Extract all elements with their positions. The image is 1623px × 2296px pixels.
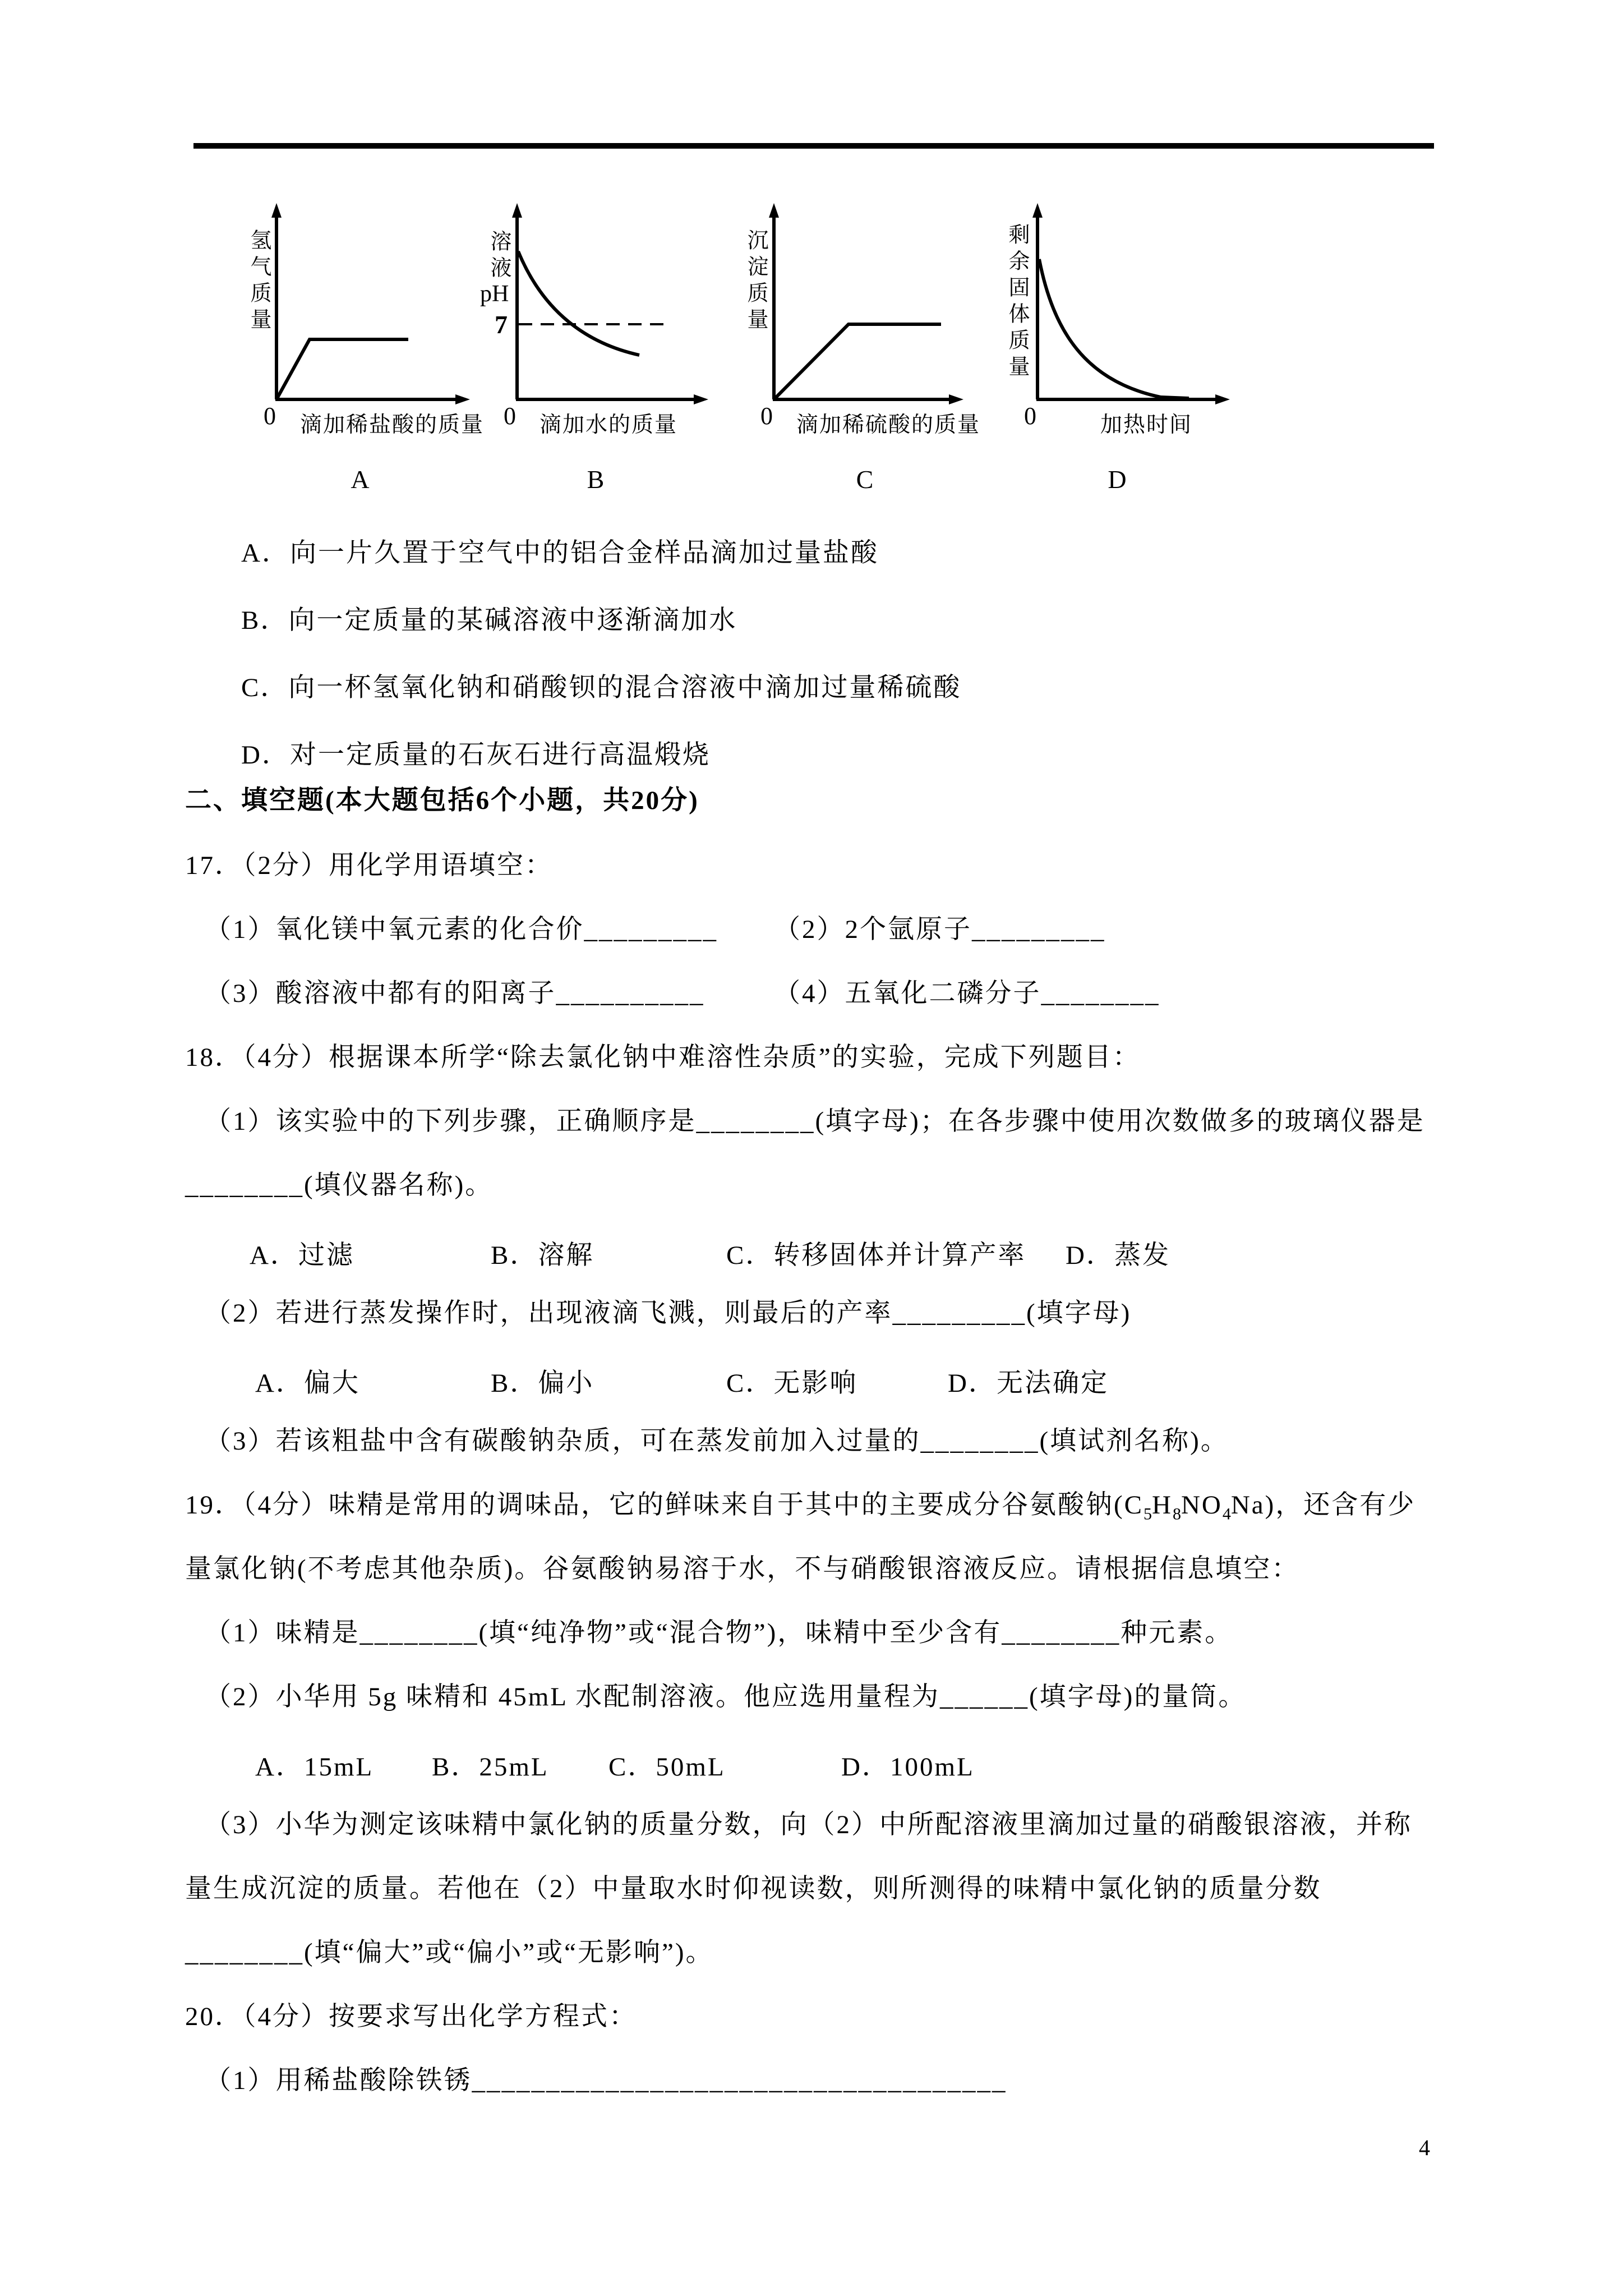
q19-item2: （2）小华用 5g 味精和 45mL 水配制溶液。他应选用量程为______(填字母)的量筒。: [205, 1682, 1247, 1711]
graph-a: [224, 196, 485, 466]
q19-formula-sub-5: 5: [1144, 1504, 1152, 1524]
q18-step-b: B．溶解: [491, 1241, 594, 1270]
graph-d-ylabel: 剩余固体质量: [1005, 223, 1029, 381]
q20-stem: 20．（4分）按要求写出化学方程式：: [185, 2002, 637, 2031]
q16-option-d: D．对一定质量的石灰石进行高温煅烧: [241, 740, 711, 770]
graph-b-letter: B: [587, 465, 605, 494]
graph-c: [718, 196, 981, 466]
graph-b-origin-zero: 0: [504, 402, 516, 430]
q18-item1-line2: ________(填仪器名称)。: [185, 1171, 494, 1200]
q18-step-c: C．转移固体并计算产率: [726, 1241, 1026, 1270]
page-number: 4: [1419, 2135, 1430, 2160]
graph-b-ylabel-ph: pH: [480, 281, 509, 307]
q19-item3-line2: 量生成沉淀的质量。若他在（2）中量取水时仰视读数，则所测得的味精中氯化钠的质量分数: [185, 1874, 1322, 1903]
graph-d-curve: [1039, 259, 1189, 398]
q17-item-3: （3）酸溶液中都有的阳离子__________: [205, 979, 705, 1008]
q17-item-4: （4）五氧化二磷分子________: [774, 979, 1160, 1008]
graph-a-origin-zero: 0: [264, 402, 276, 430]
q19-item1: （1）味精是________(填“纯净物”或“混合物”)，味精中至少含有________种元素。: [205, 1618, 1233, 1648]
graph-b: [465, 196, 723, 466]
q19-formula-sub-8: 8: [1172, 1504, 1181, 1524]
q17-item-1: （1）氧化镁中氧元素的化合价_________: [205, 915, 718, 944]
q18-step-a: A．过滤: [250, 1241, 354, 1270]
q19-formula-no: NO: [1181, 1490, 1223, 1520]
q16-option-a: A．向一片久置于空气中的铝合金样品滴加过量盐酸: [241, 539, 879, 568]
graph-c-curve: [774, 324, 941, 399]
q19-formula-na: Na)，还含有少: [1230, 1490, 1416, 1520]
q19-stem-line2: 量氯化钠(不考虑其他杂质)。谷氨酸钠易溶于水，不与硝酸银溶液反应。请根据信息填空：: [185, 1554, 1300, 1584]
q16-option-b: B．向一定质量的某碱溶液中逐渐滴加水: [241, 606, 737, 635]
q16-option-c: C．向一杯氢氧化钠和硝酸钡的混合溶液中滴加过量稀硫酸: [241, 673, 962, 702]
q19-stem-line1: [185, 1490, 1415, 1524]
q19-item2-option-a: A．15mL: [255, 1752, 374, 1782]
q18-item2-option-c: C．无影响: [726, 1369, 858, 1398]
graph-c-letter: C: [856, 465, 874, 494]
q19-stem-text: 19．（4分）味精是常用的调味品，它的鲜味来自于其中的主要成分谷氨酸钠(C: [185, 1490, 1144, 1520]
q18-stem: 18．（4分）根据课本所学“除去氯化钠中难溶性杂质”的实验，完成下列题目：: [185, 1043, 1141, 1072]
q19-item3-line3: ________(填“偏大”或“偏小”或“无影响”)。: [185, 1938, 714, 1967]
graph-a-ylabel: 氢气质量: [247, 229, 270, 334]
graph-a-letter: A: [351, 465, 370, 494]
q19-formula-sub-4: 4: [1222, 1504, 1231, 1524]
q19-item3-line1: （3）小华为测定该味精中氯化钠的质量分数，向（2）中所配溶液里滴加过量的硝酸银溶液，并称: [205, 1810, 1412, 1839]
q19-item2-option-c: C．50mL: [608, 1752, 726, 1782]
q17-item-2: （2）2个氩原子_________: [774, 915, 1106, 944]
q18-item2-option-d: D．无法确定: [948, 1369, 1109, 1398]
header-rule: [193, 143, 1434, 149]
graph-d-xlabel: 加热时间: [1100, 413, 1193, 437]
q19-formula-h: H: [1152, 1490, 1173, 1520]
q18-item3: （3）若该粗盐中含有碳酸钠杂质，可在蒸发前加入过量的________(填试剂名称)。: [205, 1427, 1229, 1456]
graph-b-xlabel: 滴加水的质量: [540, 413, 678, 437]
graph-b-curve: [518, 251, 639, 355]
q18-item1-line1: （1）该实验中的下列步骤，正确顺序是________(填字母)；在各步骤中使用次数做多的玻璃仪器是: [205, 1107, 1425, 1136]
q18-item2: （2）若进行蒸发操作时，出现液滴飞溅，则最后的产率_________(填字母): [205, 1299, 1132, 1328]
graph-b-ylabel-top: 溶液: [487, 230, 510, 283]
graph-c-xlabel: 滴加稀硫酸的质量: [796, 413, 981, 437]
q18-item2-option-b: B．偏小: [491, 1369, 594, 1398]
graph-d-letter: D: [1108, 465, 1127, 494]
graph-d: [981, 196, 1245, 466]
q18-step-d: D．蒸发: [1066, 1241, 1170, 1270]
graph-c-ylabel: 沉淀质量: [744, 229, 767, 334]
q20-item1: （1）用稀盐酸除铁锈____________________________________: [205, 2066, 1007, 2095]
graph-a-curve: [276, 339, 408, 399]
graph-c-origin-zero: 0: [760, 402, 773, 430]
graph-a-xlabel: 滴加稀盐酸的质量: [300, 413, 485, 437]
q18-item2-option-a: A．偏大: [255, 1369, 360, 1398]
q19-item2-option-b: B．25mL: [432, 1752, 549, 1782]
graph-b-tick-7: 7: [495, 310, 508, 339]
q17-stem: 17．（2分）用化学用语填空：: [185, 851, 553, 880]
section2-heading: 二、填空题(本大题包括6个小题，共20分): [185, 786, 699, 815]
graph-d-origin-zero: 0: [1024, 402, 1036, 430]
q19-item2-option-d: D．100mL: [841, 1752, 975, 1782]
